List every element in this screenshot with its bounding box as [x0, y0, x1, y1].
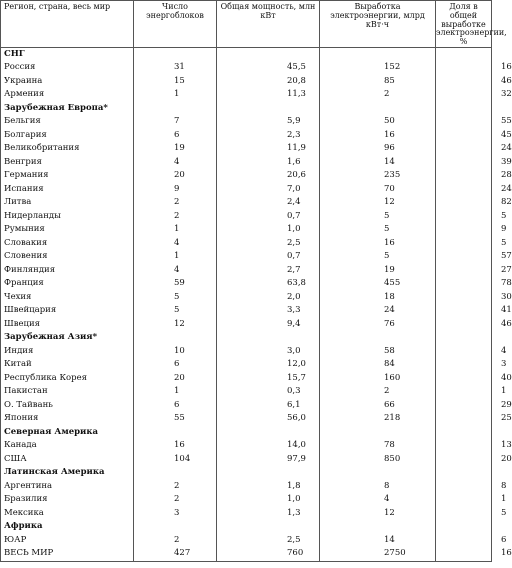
- capacity-cell: 760: [217, 547, 320, 561]
- generation-cell: 19: [320, 264, 436, 278]
- capacity-cell: 12,0: [217, 358, 320, 372]
- generation-cell: 66: [320, 399, 436, 413]
- table-row: [1, 169, 492, 183]
- empty-cell: [320, 426, 436, 440]
- generation-cell: 84: [320, 358, 436, 372]
- generation-cell: 160: [320, 372, 436, 386]
- generation-cell: 8: [320, 480, 436, 494]
- share-cell: 13: [436, 439, 492, 453]
- empty-cell: [134, 426, 217, 440]
- region-cell: Россия: [1, 61, 134, 75]
- generation-cell: 218: [320, 412, 436, 426]
- table-row: [1, 223, 492, 237]
- capacity-cell: 3,0: [217, 345, 320, 359]
- share-cell: 57: [436, 250, 492, 264]
- table-body: [1, 47, 512, 561]
- share-cell: 6: [436, 534, 492, 548]
- table-row: [1, 237, 492, 251]
- section-row: [1, 466, 492, 480]
- capacity-cell: 1,0: [217, 493, 320, 507]
- header-share: Доля в общей выработке электроэнергии, %: [436, 2, 507, 47]
- empty-cell: [320, 331, 436, 345]
- units-cell: 2: [134, 480, 217, 494]
- section-label: Зарубежная Европа*: [1, 102, 134, 116]
- capacity-cell: 1,6: [217, 156, 320, 170]
- units-cell: 7: [134, 115, 217, 129]
- region-cell: США: [1, 453, 134, 467]
- empty-cell: [436, 331, 492, 345]
- generation-cell: 152: [320, 61, 436, 75]
- table-row: [1, 399, 492, 413]
- generation-cell: 50: [320, 115, 436, 129]
- capacity-cell: 20,6: [217, 169, 320, 183]
- empty-cell: [134, 520, 217, 534]
- region-cell: Канада: [1, 439, 134, 453]
- units-cell: 2: [134, 534, 217, 548]
- section-row: [1, 426, 492, 440]
- capacity-cell: 2,4: [217, 196, 320, 210]
- empty-cell: [134, 47, 217, 61]
- table-row: [1, 385, 492, 399]
- region-cell: Швеция: [1, 318, 134, 332]
- units-cell: 6: [134, 399, 217, 413]
- units-cell: 2: [134, 196, 217, 210]
- share-cell: 5: [436, 507, 492, 521]
- share-cell: 82: [436, 196, 492, 210]
- table-row: [1, 547, 492, 561]
- region-cell: Чехия: [1, 291, 134, 305]
- empty-cell: [436, 426, 492, 440]
- empty-cell: [320, 47, 436, 61]
- share-cell: 5: [436, 210, 492, 224]
- empty-cell: [217, 47, 320, 61]
- region-cell: Украина: [1, 75, 134, 89]
- capacity-cell: 2,0: [217, 291, 320, 305]
- generation-cell: 16: [320, 129, 436, 143]
- table-row: [1, 493, 492, 507]
- share-cell: 78: [436, 277, 492, 291]
- units-cell: 1: [134, 223, 217, 237]
- table-row: [1, 250, 492, 264]
- region-cell: ВЕСЬ МИР: [1, 547, 134, 561]
- section-row: [1, 102, 492, 116]
- table-row: [1, 291, 492, 305]
- empty-cell: [217, 102, 320, 116]
- units-cell: 2: [134, 210, 217, 224]
- capacity-cell: 9,4: [217, 318, 320, 332]
- share-cell: 25: [436, 412, 492, 426]
- region-cell: Словакия: [1, 237, 134, 251]
- capacity-cell: 56,0: [217, 412, 320, 426]
- generation-cell: 12: [320, 507, 436, 521]
- table-row: [1, 88, 492, 102]
- table-row: [1, 534, 492, 548]
- capacity-cell: 5,9: [217, 115, 320, 129]
- units-cell: 1: [134, 385, 217, 399]
- units-cell: 1: [134, 250, 217, 264]
- share-cell: 24: [436, 183, 492, 197]
- share-cell: 1: [436, 493, 492, 507]
- share-cell: 46: [436, 318, 492, 332]
- share-cell: 41: [436, 304, 492, 318]
- region-cell: Болгария: [1, 129, 134, 143]
- share-cell: 30: [436, 291, 492, 305]
- table-row: [1, 480, 492, 494]
- empty-cell: [320, 520, 436, 534]
- region-cell: Мексика: [1, 507, 134, 521]
- generation-cell: 14: [320, 156, 436, 170]
- section-label: Африка: [1, 520, 134, 534]
- header-units: Число энергоблоков: [134, 1, 217, 48]
- share-cell: 29: [436, 399, 492, 413]
- table-row: [1, 156, 492, 170]
- share-cell: 39: [436, 156, 492, 170]
- section-label: Зарубежная Азия*: [1, 331, 134, 345]
- units-cell: 4: [134, 156, 217, 170]
- share-cell: 3: [436, 358, 492, 372]
- region-cell: Литва: [1, 196, 134, 210]
- units-cell: 5: [134, 291, 217, 305]
- region-cell: Армения: [1, 88, 134, 102]
- empty-cell: [217, 426, 320, 440]
- generation-cell: 12: [320, 196, 436, 210]
- units-cell: 10: [134, 345, 217, 359]
- section-row: [1, 331, 492, 345]
- empty-cell: [134, 331, 217, 345]
- generation-cell: 14: [320, 534, 436, 548]
- table-row: [1, 453, 492, 467]
- table-row: [1, 507, 492, 521]
- capacity-cell: 6,1: [217, 399, 320, 413]
- share-cell: 32: [436, 88, 492, 102]
- units-cell: 1: [134, 88, 217, 102]
- region-cell: Бразилия: [1, 493, 134, 507]
- capacity-cell: 2,7: [217, 264, 320, 278]
- region-cell: ЮАР: [1, 534, 134, 548]
- share-cell: 46: [436, 75, 492, 89]
- capacity-cell: 97,9: [217, 453, 320, 467]
- units-cell: 19: [134, 142, 217, 156]
- generation-cell: 18: [320, 291, 436, 305]
- generation-cell: 58: [320, 345, 436, 359]
- table-row: [1, 345, 492, 359]
- generation-cell: 70: [320, 183, 436, 197]
- region-cell: Аргентина: [1, 480, 134, 494]
- units-cell: 16: [134, 439, 217, 453]
- units-cell: 104: [134, 453, 217, 467]
- region-cell: Бельгия: [1, 115, 134, 129]
- header-region: Регион, страна, весь мир: [1, 1, 134, 48]
- units-cell: 4: [134, 264, 217, 278]
- region-cell: Финляндия: [1, 264, 134, 278]
- table-row: [1, 304, 492, 318]
- capacity-cell: 1,3: [217, 507, 320, 521]
- generation-cell: 5: [320, 250, 436, 264]
- capacity-cell: 20,8: [217, 75, 320, 89]
- empty-cell: [134, 466, 217, 480]
- empty-cell: [436, 47, 492, 61]
- capacity-cell: 11,3: [217, 88, 320, 102]
- share-cell: 5: [436, 237, 492, 251]
- units-cell: 5: [134, 304, 217, 318]
- section-row: [1, 47, 492, 61]
- units-cell: 59: [134, 277, 217, 291]
- region-cell: Румыния: [1, 223, 134, 237]
- region-cell: Китай: [1, 358, 134, 372]
- table-row: [1, 372, 492, 386]
- generation-cell: 2: [320, 385, 436, 399]
- table-row: [1, 183, 492, 197]
- share-cell: 20: [436, 453, 492, 467]
- region-cell: Республика Корея: [1, 372, 134, 386]
- units-cell: 55: [134, 412, 217, 426]
- region-cell: Испания: [1, 183, 134, 197]
- capacity-cell: 63,8: [217, 277, 320, 291]
- capacity-cell: 2,3: [217, 129, 320, 143]
- units-cell: 15: [134, 75, 217, 89]
- empty-cell: [217, 520, 320, 534]
- table-row: [1, 196, 492, 210]
- section-label: Латинская Америка: [1, 466, 134, 480]
- region-cell: Германия: [1, 169, 134, 183]
- empty-cell: [436, 102, 492, 116]
- header-generation: Выработка электроэнергии, млрд кВт·ч: [320, 1, 436, 48]
- region-cell: О. Тайвань: [1, 399, 134, 413]
- table-row: [1, 358, 492, 372]
- share-cell: 24: [436, 142, 492, 156]
- table-row: [1, 264, 492, 278]
- region-cell: Нидерланды: [1, 210, 134, 224]
- generation-cell: 850: [320, 453, 436, 467]
- region-cell: Швейцария: [1, 304, 134, 318]
- capacity-cell: 1,0: [217, 223, 320, 237]
- share-cell: 16: [436, 61, 492, 75]
- empty-cell: [320, 466, 436, 480]
- capacity-cell: 14,0: [217, 439, 320, 453]
- capacity-cell: 0,3: [217, 385, 320, 399]
- table-row: [1, 61, 492, 75]
- units-cell: 427: [134, 547, 217, 561]
- table-row: [1, 277, 492, 291]
- table-row: [1, 75, 492, 89]
- generation-cell: 78: [320, 439, 436, 453]
- capacity-cell: 7,0: [217, 183, 320, 197]
- region-cell: Венгрия: [1, 156, 134, 170]
- capacity-cell: 2,5: [217, 534, 320, 548]
- units-cell: 9: [134, 183, 217, 197]
- generation-cell: 455: [320, 277, 436, 291]
- table-row: [1, 210, 492, 224]
- generation-cell: 4: [320, 493, 436, 507]
- units-cell: 6: [134, 129, 217, 143]
- units-cell: 4: [134, 237, 217, 251]
- header-capacity: Общая мощность, млн кВт: [217, 1, 320, 48]
- share-cell: 55: [436, 115, 492, 129]
- section-label: Северная Америка: [1, 426, 134, 440]
- section-label: СНГ: [1, 47, 134, 61]
- empty-cell: [217, 331, 320, 345]
- share-cell: 40: [436, 372, 492, 386]
- share-cell: 16: [436, 547, 492, 561]
- share-cell: 27: [436, 264, 492, 278]
- table-header: [1, 1, 507, 48]
- table-row: [1, 142, 492, 156]
- generation-cell: 5: [320, 210, 436, 224]
- generation-cell: 85: [320, 75, 436, 89]
- generation-cell: 2750: [320, 547, 436, 561]
- region-cell: Индия: [1, 345, 134, 359]
- units-cell: 3: [134, 507, 217, 521]
- generation-cell: 96: [320, 142, 436, 156]
- units-cell: 6: [134, 358, 217, 372]
- empty-cell: [217, 466, 320, 480]
- capacity-cell: 3,3: [217, 304, 320, 318]
- region-cell: Пакистан: [1, 385, 134, 399]
- table-row: [1, 439, 492, 453]
- region-cell: Япония: [1, 412, 134, 426]
- table-row: [1, 129, 492, 143]
- generation-cell: 24: [320, 304, 436, 318]
- empty-cell: [436, 520, 492, 534]
- capacity-cell: 15,7: [217, 372, 320, 386]
- units-cell: 12: [134, 318, 217, 332]
- share-cell: 8: [436, 480, 492, 494]
- generation-cell: 5: [320, 223, 436, 237]
- units-cell: 20: [134, 372, 217, 386]
- units-cell: 20: [134, 169, 217, 183]
- share-cell: 1: [436, 385, 492, 399]
- share-cell: 9: [436, 223, 492, 237]
- generation-cell: 2: [320, 88, 436, 102]
- share-cell: 45: [436, 129, 492, 143]
- generation-cell: 76: [320, 318, 436, 332]
- header-row: [1, 1, 492, 48]
- share-cell: 28: [436, 169, 492, 183]
- capacity-cell: 11,9: [217, 142, 320, 156]
- table-row: [1, 318, 492, 332]
- units-cell: 2: [134, 493, 217, 507]
- empty-cell: [134, 102, 217, 116]
- units-cell: 31: [134, 61, 217, 75]
- empty-cell: [320, 102, 436, 116]
- empty-cell: [436, 466, 492, 480]
- capacity-cell: 2,5: [217, 237, 320, 251]
- capacity-cell: 45,5: [217, 61, 320, 75]
- table-row: [1, 412, 492, 426]
- section-row: [1, 520, 492, 534]
- capacity-cell: 1,8: [217, 480, 320, 494]
- region-cell: Великобритания: [1, 142, 134, 156]
- generation-cell: 235: [320, 169, 436, 183]
- table-row: [1, 115, 492, 129]
- capacity-cell: 0,7: [217, 250, 320, 264]
- region-cell: Словения: [1, 250, 134, 264]
- region-cell: Франция: [1, 277, 134, 291]
- generation-cell: 16: [320, 237, 436, 251]
- share-cell: 4: [436, 345, 492, 359]
- capacity-cell: 0,7: [217, 210, 320, 224]
